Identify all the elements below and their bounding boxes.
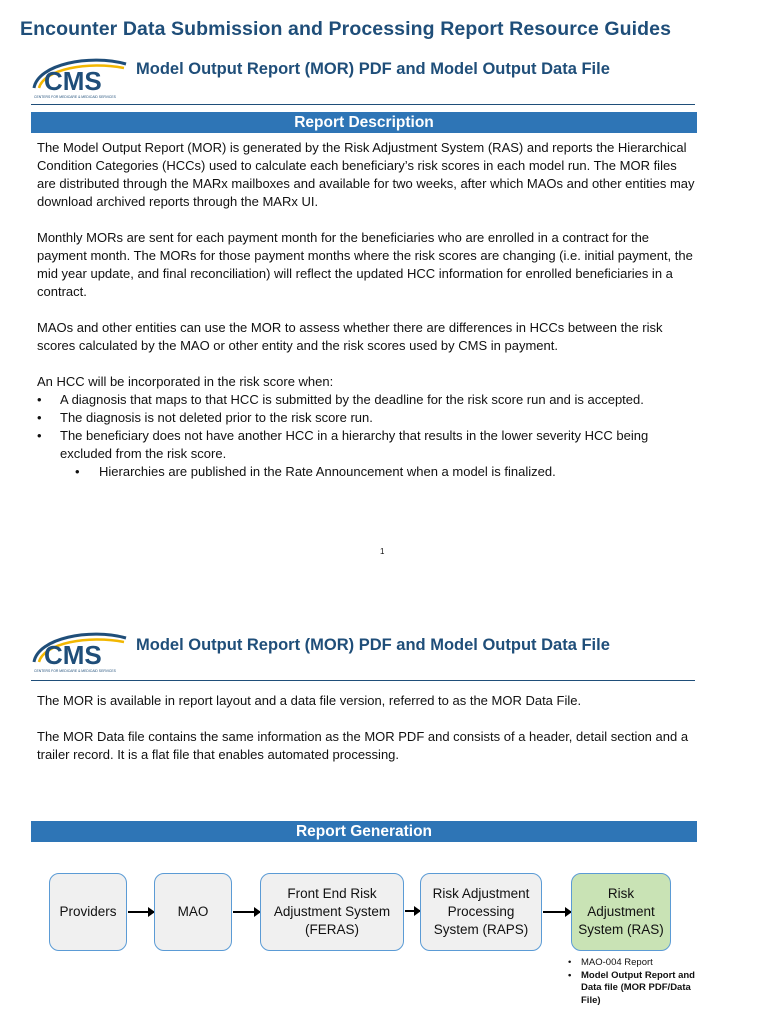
flow-arrow <box>543 911 571 913</box>
flow-step-label: MAO <box>177 904 209 919</box>
flow-step-mao <box>154 873 232 951</box>
flow-arrow <box>233 911 260 913</box>
report-generation-bar <box>31 821 697 842</box>
list-item: • Hierarchies are published in the Rate Announcement when a model is finalized. <box>37 463 697 481</box>
cms-logo-text: CMS <box>44 66 102 96</box>
flow-step-providers <box>49 873 127 951</box>
flow-step-label: Risk Adjustment Processing System (RAPS) <box>432 886 530 937</box>
cms-logo-text: CMS <box>44 640 102 670</box>
header-title: Model Output Report (MOR) PDF and Model Output Data File <box>136 636 610 654</box>
header-rule <box>31 680 695 681</box>
flow-step-raps <box>420 873 542 951</box>
page-number: 1 <box>380 547 385 556</box>
flow-step-label: Providers <box>59 904 117 919</box>
cms-logo-subtext: CENTERS FOR MEDICARE & MEDICAID SERVICES <box>34 95 116 99</box>
paragraph: The Model Output Report (MOR) is generated by the Risk Adjustment System (RAS) and reports the Hierarchical Condition Categories (HCCs) used to calculate each beneficiary’s risk scores in each model run. The MOR files are distributed through the MARx mailboxes and available for two weeks, after which MAOs and other entities may download archived reports through the MARx UI. <box>37 140 695 209</box>
cms-logo <box>30 628 130 674</box>
list-item: • Model Output Report and Data file (MOR PDF/Data File) <box>566 970 696 1008</box>
list-item: • MAO-004 Report <box>566 957 696 970</box>
page-title: Encounter Data Submission and Processing Report Resource Guides <box>20 18 672 40</box>
flow-arrow <box>128 911 154 913</box>
list-item: • The diagnosis is not deleted prior to the risk score run. <box>37 409 697 427</box>
paragraph: Monthly MORs are sent for each payment month for the beneficiaries who are enrolled in a contract for the payment month. The MORs for those payment months where the risk scores are changing (i.e. initial payment, the mid year update, and final reconciliation) will reflect the updated HCC information for enrolled beneficiaries in a contract. <box>37 230 693 299</box>
criteria-list <box>37 391 697 463</box>
flow-step-ras <box>571 873 671 951</box>
cms-logo <box>30 54 130 100</box>
paragraph: An HCC will be incorporated in the risk score when: <box>37 374 334 389</box>
report-description-body <box>37 139 697 481</box>
section-title: Report Description <box>294 114 434 131</box>
paragraph: MAOs and other entities can use the MOR to assess whether there are differences in HCCs between the risk scores calculated by the MAO or other entity and the risk scores used by CMS in payment. <box>37 320 663 353</box>
sub-list <box>37 463 697 481</box>
paragraph: The MOR is available in report layout and a data file version, referred to as the MOR Data File. <box>37 693 582 708</box>
paragraph: The MOR Data file contains the same information as the MOR PDF and consists of a header, detail section and a trailer record. It is a flat file that enables automated processing. <box>37 729 689 762</box>
report-description-bar <box>31 112 697 133</box>
flow-step-feras <box>260 873 404 951</box>
section-title: Report Generation <box>295 823 433 840</box>
flow-step-label: Front End Risk Adjustment System (FERAS) <box>273 886 391 937</box>
header-title: Model Output Report (MOR) PDF and Model Output Data File <box>136 60 610 78</box>
mor-intro-body <box>37 692 697 764</box>
flow-step-label: Risk Adjustment System (RAS) <box>578 886 664 937</box>
ras-outputs <box>566 957 696 1007</box>
flow-arrow <box>405 910 420 912</box>
list-item: • The beneficiary does not have another HCC in a hierarchy that results in the lower severity HCC being excluded from the risk score. <box>37 427 697 463</box>
list-item: • A diagnosis that maps to that HCC is submitted by the deadline for the risk score run and is accepted. <box>37 391 697 409</box>
cms-logo-subtext: CENTERS FOR MEDICARE & MEDICAID SERVICES <box>34 669 116 673</box>
header-rule <box>31 104 695 105</box>
